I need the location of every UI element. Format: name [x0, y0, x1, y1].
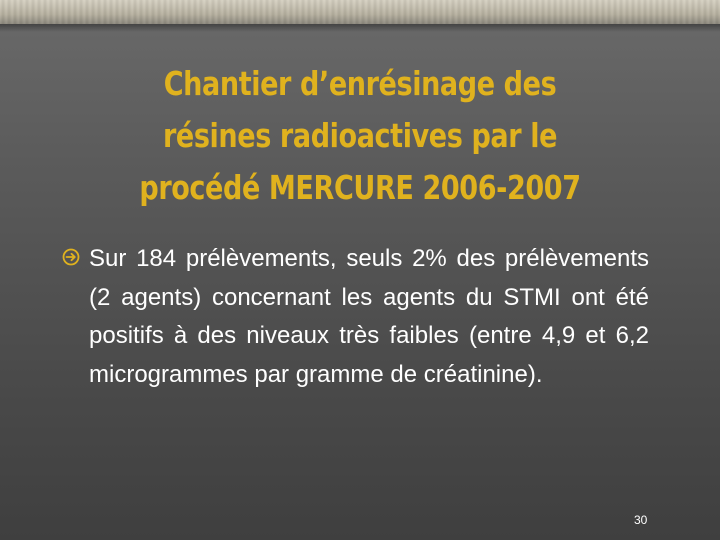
top-band-shadow [0, 24, 720, 32]
arrow-circle-icon [62, 248, 80, 266]
slide-title: Chantier d’enrésinage des résines radioactives par le procédé MERCURE 2006-2007 [139, 64, 581, 207]
decorative-top-band [0, 0, 720, 24]
page-number: 30 [634, 513, 648, 527]
bullet-text: Sur 184 prélèvements, seuls 2% des prélèvements (2 agents) concernant les agents du STMI ont été positifs à des niveaux très faibles (entre 4,9 et 6,2 microgrammes par gramme de créatinine). [89, 245, 649, 388]
